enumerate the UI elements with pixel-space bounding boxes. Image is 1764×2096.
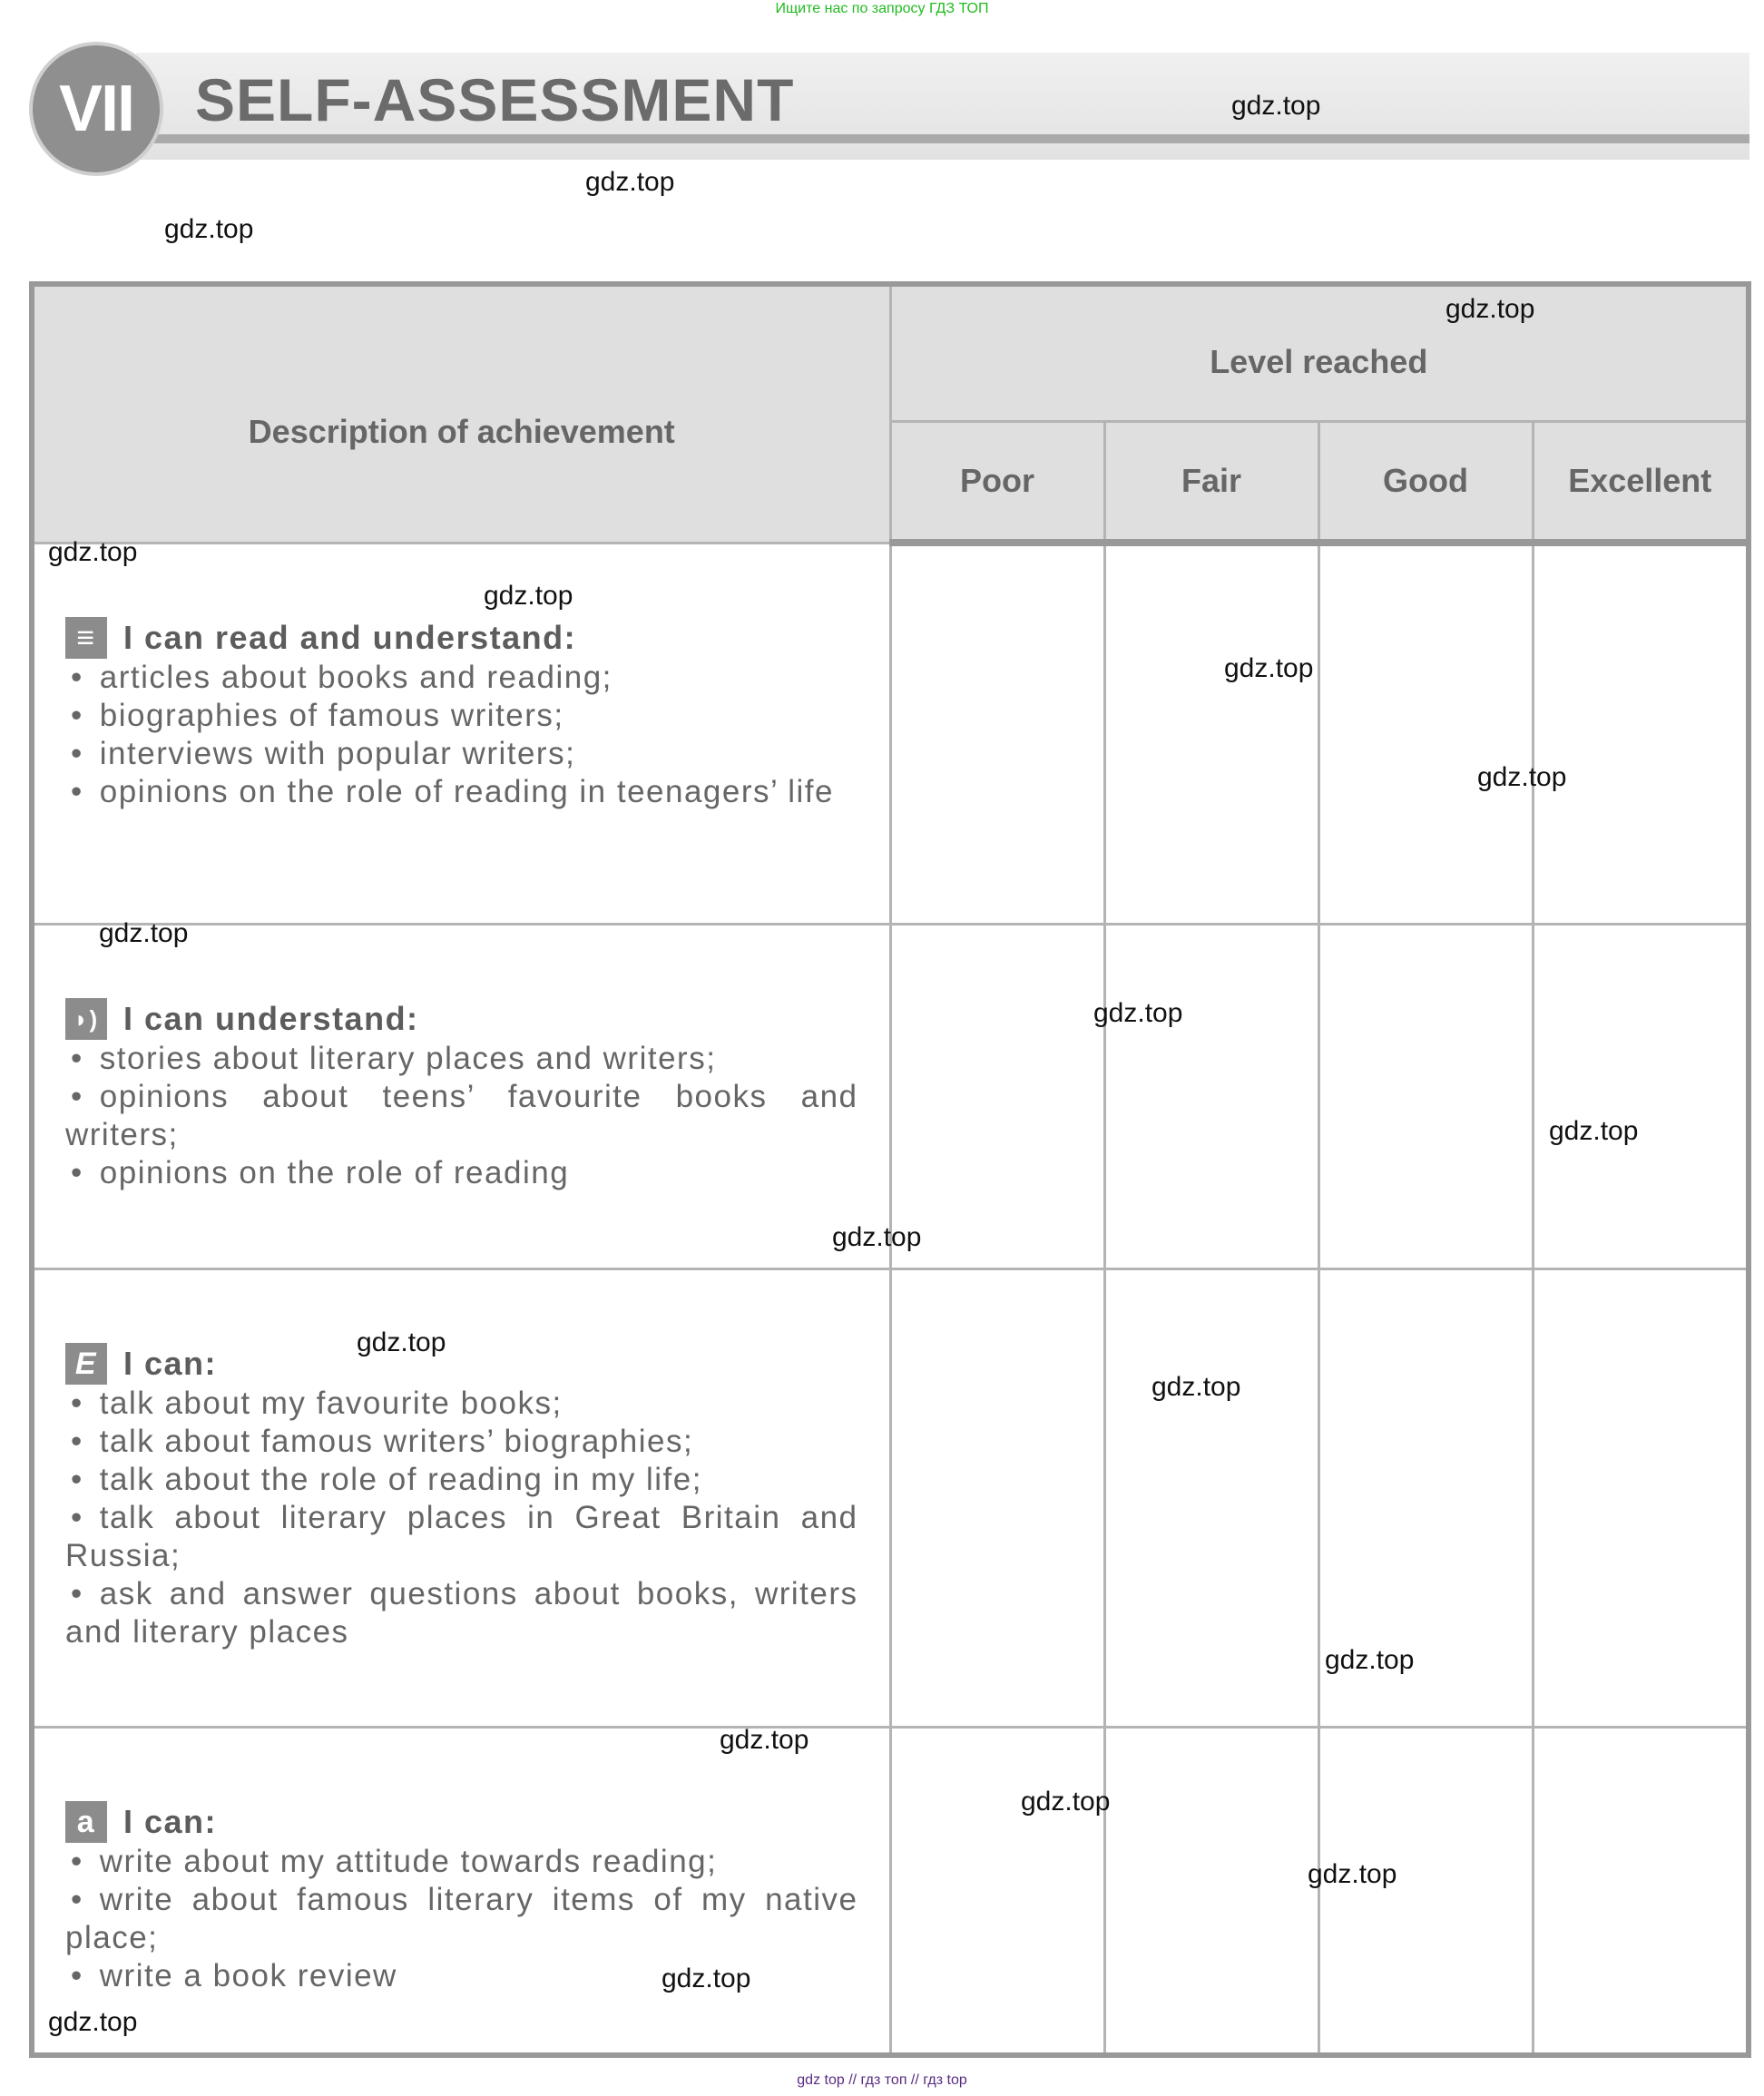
listening-poor-cell[interactable] [890,924,1104,1268]
reading-heading-text: I can read and understand: [123,618,577,656]
writing-description [32,1727,890,2055]
writing-excellent-cell[interactable] [1533,1727,1749,2055]
listening-heading [65,998,858,1040]
page-title: SELF-ASSESSMENT [195,66,795,133]
speaking-icon: E [65,1343,107,1385]
listening-heading-text: I can understand: [123,999,419,1037]
list-item: • talk about literary places in Great Britain and Russia; [65,1499,858,1575]
watermark: gdz.top [164,214,254,244]
speaking-heading [65,1343,858,1385]
writing-good-cell[interactable] [1318,1727,1533,2055]
list-item: • articles about books and reading; [65,659,858,697]
watermark: gdz.top [48,537,138,567]
self-assessment-table [29,281,1751,2058]
writing-fair-cell[interactable] [1104,1727,1318,2055]
unit-number-badge: VII [33,45,160,172]
table-row [32,924,1749,1268]
level-reached-header: Level reached [890,284,1749,422]
list-item: • ask and answer questions about books, writers and literary places [65,1575,858,1651]
watermark: gdz.top [720,1725,809,1755]
list-item: • opinions on the role of reading in teenagers’ life [65,773,858,811]
watermark: gdz.top [1093,998,1183,1028]
reading-description [32,543,890,924]
reading-good-cell[interactable] [1318,543,1533,924]
speaking-fair-cell[interactable] [1104,1268,1318,1727]
level-fair-header: Fair [1104,422,1318,544]
table-row [32,543,1749,924]
list-item: • biographies of famous writers; [65,697,858,735]
footer-links[interactable]: gdz top // гдз топ // гдз top [797,2072,967,2088]
list-item: • talk about my favourite books; [65,1385,858,1423]
writing-heading [65,1801,858,1843]
listening-excellent-cell[interactable] [1533,924,1749,1268]
list-item: • opinions about teens’ favourite books and writers; [65,1078,858,1154]
list-item: • stories about literary places and writers; [65,1040,858,1078]
top-notice[interactable]: Ищите нас по запросу ГДЗ ТОП [775,1,989,16]
list-item: • talk about famous writers’ biographies; [65,1423,858,1461]
watermark: gdz.top [99,918,189,948]
watermark: gdz.top [357,1327,446,1357]
table-row [32,1727,1749,2055]
reading-icon: ≡ [65,617,107,659]
watermark: gdz.top [1308,1859,1397,1889]
watermark: gdz.top [1446,294,1535,324]
header-rule [136,134,1749,143]
listening-good-cell[interactable] [1318,924,1533,1268]
reading-heading [65,617,858,659]
reading-poor-cell[interactable] [890,543,1104,924]
reading-fair-cell[interactable] [1104,543,1318,924]
writing-icon: a [65,1801,107,1843]
watermark: gdz.top [1021,1787,1111,1817]
watermark: gdz.top [585,167,675,197]
watermark: gdz.top [1477,762,1567,792]
watermark: gdz.top [1549,1116,1639,1146]
watermark: gdz.top [1231,91,1321,121]
watermark: gdz.top [484,581,573,611]
level-excellent-header: Excellent [1533,422,1749,544]
level-good-header: Good [1318,422,1533,544]
watermark: gdz.top [1224,653,1314,683]
writing-poor-cell[interactable] [890,1727,1104,2055]
list-item: • interviews with popular writers; [65,735,858,773]
speaking-excellent-cell[interactable] [1533,1268,1749,1727]
list-item: • write about famous literary items of my native place; [65,1881,858,1957]
watermark: gdz.top [1325,1645,1415,1675]
listening-fair-cell[interactable] [1104,924,1318,1268]
listening-icon: ◗) [65,998,107,1040]
speaking-poor-cell[interactable] [890,1268,1104,1727]
watermark: gdz.top [1152,1372,1241,1402]
watermark: gdz.top [662,1964,751,1993]
writing-heading-text: I can: [123,1802,218,1840]
watermark: gdz.top [48,2007,138,2037]
list-item: • write a book review [65,1957,858,1995]
list-item: • opinions on the role of reading [65,1154,858,1192]
description-header: Description of achievement [32,284,890,543]
speaking-heading-text: I can: [123,1344,218,1382]
list-item: • write about my attitude towards reading; [65,1843,858,1881]
speaking-description [32,1268,890,1727]
table-row [32,1268,1749,1727]
level-poor-header: Poor [890,422,1104,544]
reading-excellent-cell[interactable] [1533,543,1749,924]
list-item: • talk about the role of reading in my life; [65,1461,858,1499]
watermark: gdz.top [832,1222,922,1252]
listening-description [32,924,890,1268]
